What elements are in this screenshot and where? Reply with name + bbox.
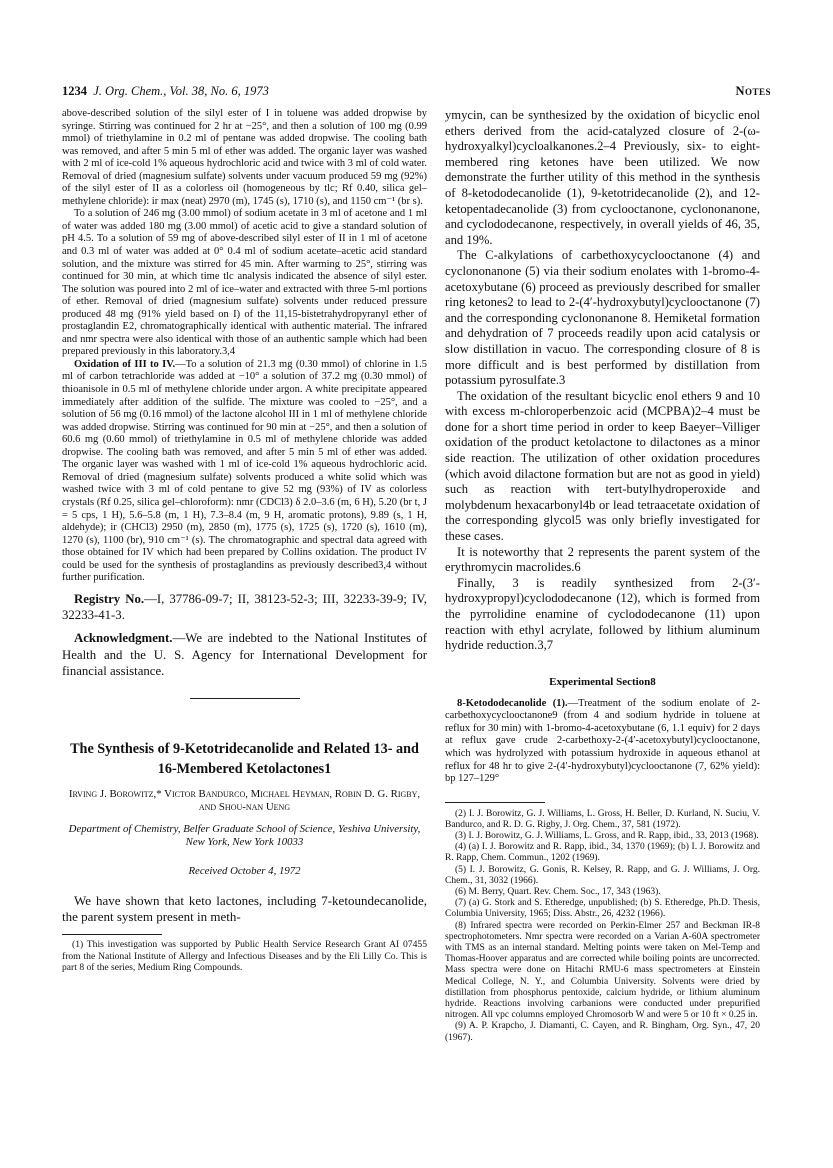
registry-label: Registry No.: [74, 591, 145, 606]
right-column: [445, 108, 760, 1044]
affiliation: Department of Chemistry, Belfer Graduate School of Science, Yeshiva University, New York, New York 10033: [68, 822, 421, 848]
registry-text: —I, 37786-09-7; II, 38123-52-3; III, 32233-39-9; IV, 32233-41-3.: [62, 591, 427, 623]
paragraph: above-described solution of the silyl ester of I in toluene was added dropwise by syringe. Stirring was continued for 2 hr at −25°, and then a solution of 100 mg (0.99 mmol) of triethylamine in 0.2 ml of pentane was added dropwise. The cooling bath was removed, and after 5 min 5 ml of ether was added. The organic layer was washed with 2 ml of ice-cold 1% aqueous hydrochloric acid and twice with 3 ml of cold water. Removal of dried (magnesium sulfate) solvents under vacuum produced 59 mg (92%) of the silyl ester of II as a colorless oil (homogeneous by tlc; Rf 0.40, silica gel–methylene chloride): ir max (neat) 2970 (m), 1745 (s), 1710 (s), and 1150 cm⁻¹ (br s).: [62, 108, 427, 207]
experimental-heading: Experimental Section8: [549, 675, 656, 688]
registry-numbers: [62, 591, 427, 624]
reference: (8) Infrared spectra were recorded on Perkin-Elmer 257 and Beckman IR-8 spectrophotometers. Nmr spectra were recorded on a Varian A-60A spectrometer with TMS as an internal standard. Melting points were taken on Mel-Temp and Thomas-Hoover apparatus and are corrected while boiling points are uncorrected. Mass spectra were done on Hitachi RMU-6 mass spectrometers at Einstein Medical College, N. Y., and Columbia University. Solvents were dried by distillation from phosphorus pentoxide, calcium hydride, or lithium aluminum hydride. Reactions involving carbanions were conducted under prepurified nitrogen. All vpc columns employed Chromosorb W and were 5 or 10 ft × 0.25 in.: [445, 920, 760, 1021]
footnote: (1) This investigation was supported by Public Health Service Research Grant AI 07455 from the National Institute of Allergy and Infectious Diseases and by the Eli Lilly Co. This is part 8 of the series, Medium Ring Compounds.: [62, 938, 427, 974]
paragraph: It is noteworthy that 2 represents the parent system of the erythromycin macrolides.6: [445, 544, 760, 575]
journal-citation: J. Org. Chem., Vol. 38, No. 6, 1973: [93, 84, 269, 98]
divider: [190, 698, 300, 699]
compound-heading: 8-Ketododecanolide (1).: [457, 697, 568, 709]
section-name: Notes: [735, 84, 771, 98]
reference: (7) (a) G. Stork and S. Etheredge, unpublished; (b) S. Etheredge, Ph.D. Thesis, Columbia University, 1965; Diss. Abstr., 26, 4232 (1966).: [445, 898, 760, 920]
header-left: [62, 84, 269, 99]
footnote-rule: [62, 934, 162, 935]
paragraph: To a solution of 246 mg (3.00 mmol) of sodium acetate in 3 ml of acetone and 1 ml of water was added 180 mg (3.00 mmol) of acetic acid to give a standard solution of pH 4.5. To a solution of 59 mg of above-described silyl ester of II in 1 ml of acetone and 0.3 ml of water was added at 0° 0.4 ml of sodium acetate–acetic acid standard solution, and the mixture was stirred for 45 min. After warming to 25°, stirring was continued for 30 min, at which time tlc analysis indicated the absence of silyl ester. The solution was poured into 2 ml of ice–water and extracted with three 5-ml portions of ether. Removal of dried (magnesium sulfate) solvents under reduced pressure produced 48 mg (91% yield based on I) of the 11,15-bistetrahydropyranyl ether of prostaglandin E2, chromatographically identical with authentic material. The infrared and nmr spectra were also identical with those of an authentic sample which had been prepared previously in this laboratory.3,4: [62, 208, 427, 358]
reference: (9) A. P. Krapcho, J. Diamanti, C. Cayen, and R. Bingham, Org. Syn., 47, 20 (1967).: [445, 1021, 760, 1043]
reference: (5) I. J. Borowitz, G. Gonis, R. Kelsey, R. Rapp, and G. J. Williams, J. Org. Chem., 31, 3032 (1966).: [445, 864, 760, 886]
left-column: [62, 108, 427, 974]
experimental-text: —Treatment of the sodium enolate of 2-carbethoxycyclooctanone9 (from 4 and sodium hydride in toluene at reflux for 30 min) with 1-bromo-4-acetoxybutane (6, 1.1 equiv) for 2 days at reflux gave crude 2-carbethoxy-2-(4′-acetoxybutyl)cyclooctanone, which was hydrolyzed with potassium hydroxide in aqueous ethanol at reflux for 48 hr to give 2-(4′-hydroxybutyl)cyclooctanone (7, 62% yield): bp 127–129°: [445, 697, 760, 785]
experimental-paragraph: [445, 698, 760, 786]
acknowledgment: [62, 630, 427, 680]
received-date: Received October 4, 1972: [188, 864, 301, 877]
reference-list: [445, 809, 760, 1044]
paragraph: [62, 359, 427, 585]
reference: (6) M. Berry, Quart. Rev. Chem. Soc., 17, 343 (1963).: [455, 887, 661, 898]
paragraph: Finally, 3 is readily synthesized from 2-(3′-hydroxypropyl)cyclododecanone (12), which is formed from the pyrrolidine enamine of cyclododecanone (11) upon reaction with ethyl acrylate, followed by lithium aluminum hydride reduction.3,7: [445, 575, 760, 653]
acknowledgment-text: —We are indebted to the National Institutes of Health and the U. S. Agency for International Development for financial assistance.: [62, 630, 427, 679]
intro-paragraph: We have shown that keto lactones, including 7-ketoundecanolide, the parent system present in meth-: [62, 892, 427, 925]
page-number: 1234: [62, 84, 87, 98]
footnote-rule: [445, 802, 545, 803]
paragraph-heading: Oxidation of III to IV.: [74, 358, 176, 370]
reference: (3) I. J. Borowitz, G. J. Williams, L. Gross, and R. Rapp, ibid., 33, 2013 (1968).: [455, 831, 759, 842]
author-list: Irving J. Borowitz,* Victor Bandurco, Michael Heyman, Robin D. G. Rigby, and Shou-nan Ueng: [68, 787, 421, 813]
article-title: The Synthesis of 9-Ketotridecanolide and Related 13- and 16-Membered Ketolactones1: [70, 740, 419, 777]
reference: (4) (a) I. J. Borowitz and R. Rapp, ibid., 34, 1370 (1969); (b) I. J. Borowitz and R. Rapp, Chem. Commun., 1202 (1969).: [445, 842, 760, 864]
paragraph: ymycin, can be synthesized by the oxidation of bicyclic enol ethers derived from the acid-catalyzed closure of 2-(ω-hydroxyalkyl)cycloalkanones.2–4 Previously, six- to eight-membered ring ketones have been utilized. We now demonstrate the further utility of this method in the synthesis of 8-ketododecanolide (1), 9-ketotridecanolide (2), and 12-ketopentadecanolide (3) from cyclooctanone, cyclononanone, and cyclododecanone, respectively, in overall yields of 46, 35, and 19%.: [445, 108, 760, 247]
paragraph: The oxidation of the resultant bicyclic enol ethers 9 and 10 with excess m-chloroperbenzoic acid (MCPBA)2–4 must be done for a short time period in order to keep Baeyer–Villiger oxidation of the product ketolactone to dilactones as a minor side reaction. The utilization of other oxidation procedures (which avoid dilactone formation but are not as good in yield) such as reaction with tert-butylhydroperoxide and molybdenum hexacarbonyl4b or lead tetraacetate oxidation of the corresponding glycol5 was only briefly investigated for these cases.: [445, 388, 760, 544]
running-header: [62, 84, 771, 102]
paragraph-text: —To a solution of 21.3 mg (0.30 mmol) of chlorine in 1.5 ml of carbon tetrachloride was added at −10° a solution of 37.2 mg (0.30 mmol) of thioanisole in 0.5 ml of methylene chloride under argon. A white precipitate appeared immediately after addition of the sulfide. The mixture was cooled to −25°, and a solution of 56 mg (0.16 mmol) of the lactone alcohol III in 1 ml of methylene chloride was added dropwise. Stirring was continued for 90 min at −25°, and then a solution of 60.6 mg (0.60 mmol) of triethylamine in 0.5 ml of methylene chloride was added dropwise. The cooling bath was removed, and after 5 min 5 ml of ether was added. The organic layer was washed with 1 ml of ice-cold 1% aqueous hydrochloric acid. Removal of dried (magnesium sulfate) solvents produced a white solid which was washed twice with 3 ml of cold pentane to give 52 mg (93%) of IV as colorless crystals (Rf 0.25, silica gel–chloroform): nmr (CDCl3) δ 2.0–3.6 (m, 6 H), 5.20 (br t, J = 5 cps, 1 H), 5.6–5.8 (m, 1 H), 7.3–8.4 (m, 9 H, aromatic protons), 9.89 (s, 1 H, aldehyde); ir (CHCl3) 2950 (m), 2850 (m), 1775 (s), 1725 (s), 1720 (s), 1610 (m), 1270 (s), 1100 (br), 910 cm⁻¹ (s). The chromatographic and spectral data agreed with those obtained for IV which had been prepared by Collins oxidation. The product IV could be used for the synthesis of prostaglandins as previously described3,4 without further purification.: [62, 358, 428, 584]
acknowledgment-label: Acknowledgment.: [74, 630, 173, 645]
paragraph: The C-alkylations of carbethoxycyclooctanone (4) and cyclononanone (5) via their sodium enolates with 1-bromo-4-acetoxybutane (6) proceed as previously described for smaller ring ketones2 to lead to 2-(4′-hydroxybutyl)cyclooctanone (7) and the corresponding cyclononanone 8. Hemiketal formation and dehydration of 7 proceeds readily upon acid catalysis or slow distillation in vacuo. The corresponding closure of 8 is more difficult and is best performed by distillation from potassium pyrosulfate.3: [445, 248, 760, 388]
reference: (2) I. J. Borowitz, G. J. Williams, L. Gross, H. Beller, D. Kurland, N. Suciu, V. Bandurco, and R. D. G. Rigby, J. Org. Chem., 37, 581 (1972).: [445, 808, 760, 830]
